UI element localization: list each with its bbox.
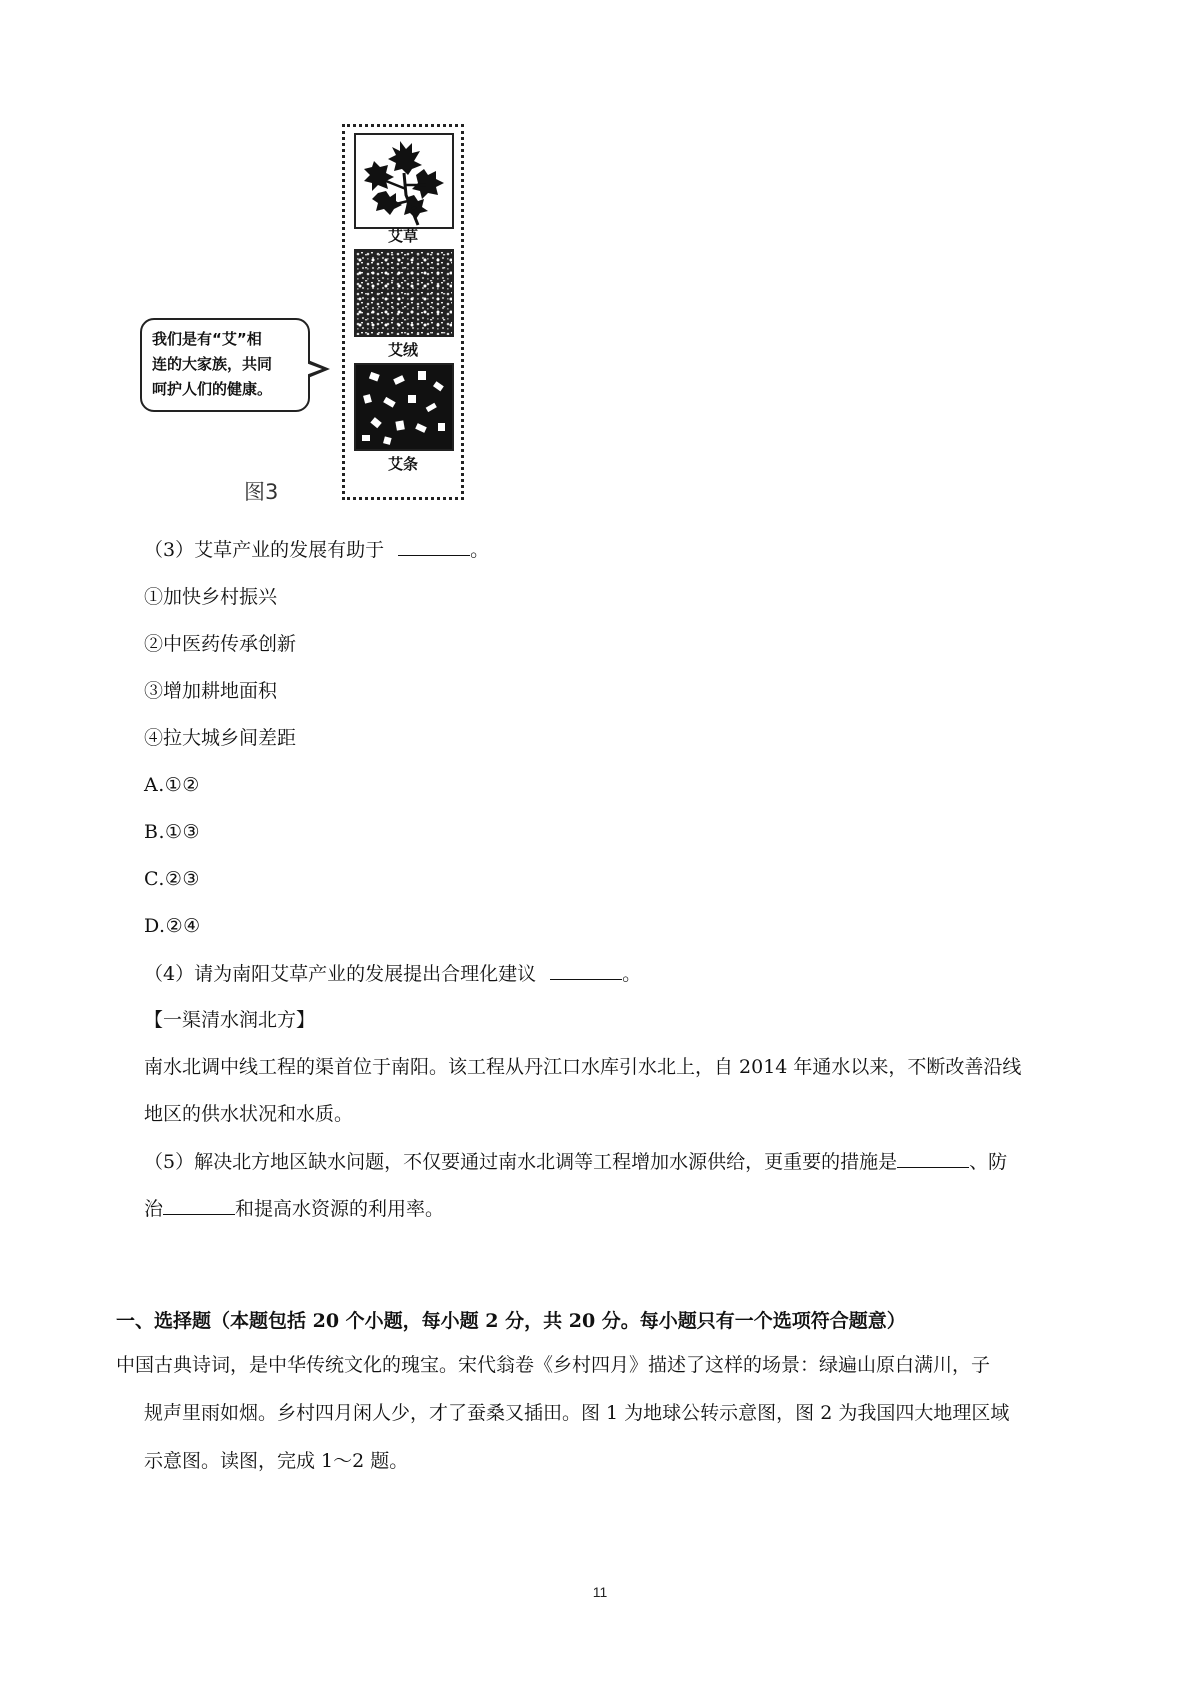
product-strip xyxy=(342,124,464,500)
section-title: 【一渠清水润北方】 xyxy=(144,1009,316,1031)
speech-bubble xyxy=(140,318,310,412)
page-number: 11 xyxy=(592,1584,608,1600)
q3-statement: ③增加耕地面积 xyxy=(144,680,278,702)
figure-caption: 图3 xyxy=(244,480,279,504)
mugwort-leaf-icon xyxy=(356,135,452,227)
figure-3 xyxy=(140,120,480,510)
option-d[interactable]: D.②④ xyxy=(144,915,201,937)
question-5-cont: 治 和提高水资源的利用率。 xyxy=(144,1195,444,1222)
question-stem-line: 中国古典诗词，是中华传统文化的瑰宝。宋代翁卷《乡村四月》描述了这样的场景：绿遍山原白满川，子 xyxy=(116,1354,991,1376)
panel-label-moxa-stick: 艾条 xyxy=(387,455,418,473)
passage-line: 南水北调中线工程的渠首位于南阳。该工程从丹江口水库引水北上，自 2014 年通水以来，不断改善沿线 xyxy=(144,1056,1022,1078)
option-a[interactable]: A.①② xyxy=(144,774,200,796)
moxa-wool-texture xyxy=(356,251,452,335)
mugwort-leaf-panel xyxy=(354,133,454,229)
question-stem-line: 规声里雨如烟。乡村四月闲人少，才了蚕桑又插田。图 1 为地球公转示意图，图 2 为我国四大地理区域 xyxy=(144,1402,1010,1424)
q5-answer-blank-2[interactable] xyxy=(163,1195,235,1215)
question-stem-line: 示意图。读图，完成 1～2 题。 xyxy=(144,1450,409,1472)
passage-line: 地区的供水状况和水质。 xyxy=(144,1103,354,1125)
q3-answer-blank[interactable] xyxy=(398,536,470,556)
q5-answer-blank-1[interactable] xyxy=(897,1148,969,1168)
q5-prompt: （5）解决北方地区缺水问题，不仅要通过南水北调等工程增加水源供给，更重要的措施是 xyxy=(144,1151,898,1173)
question-5: （5）解决北方地区缺水问题，不仅要通过南水北调等工程增加水源供给，更重要的措施是 、防 xyxy=(144,1148,1007,1175)
q3-prompt: （3）艾草产业的发展有助于 xyxy=(144,539,385,561)
q3-statement: ①加快乡村振兴 xyxy=(144,586,278,608)
panel-label-mugwort: 艾草 xyxy=(387,227,418,245)
option-b[interactable]: B.①③ xyxy=(144,821,201,843)
moxa-wool-panel xyxy=(354,249,454,337)
question-3: （3）艾草产业的发展有助于 。 xyxy=(144,536,489,563)
q4-answer-blank[interactable] xyxy=(550,960,622,980)
q4-prompt: （4）请为南阳艾草产业的发展提出合理化建议 xyxy=(144,963,537,985)
bubble-line: 呵护人们的健康。 xyxy=(152,380,273,398)
bubble-line: 我们是有“艾”相 xyxy=(152,330,262,348)
q3-statement: ④拉大城乡间差距 xyxy=(144,727,297,749)
moxa-stick-panel xyxy=(354,363,454,451)
moxa-stick-texture xyxy=(356,365,452,449)
q3-statement: ②中医药传承创新 xyxy=(144,633,297,655)
question-4: （4）请为南阳艾草产业的发展提出合理化建议 。 xyxy=(144,960,641,987)
bubble-line: 连的大家族，共同 xyxy=(152,355,273,373)
part-heading: 一、选择题（本题包括 20 个小题，每小题 2 分，共 20 分。每小题只有一个选项符合题意） xyxy=(116,1310,906,1332)
option-c[interactable]: C.②③ xyxy=(144,868,200,890)
panel-label-moxa-wool: 艾绒 xyxy=(387,341,418,359)
bubble-tail-fill xyxy=(306,363,322,375)
